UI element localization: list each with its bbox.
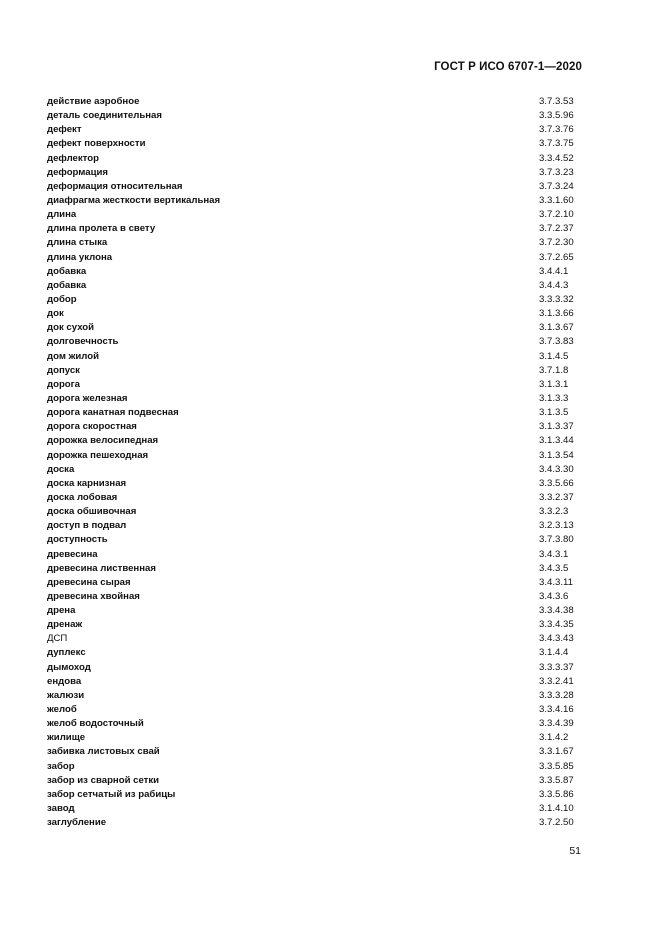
index-reference: 3.3.5.87 — [539, 774, 574, 786]
index-reference: 3.1.3.5 — [539, 407, 569, 419]
index-term: ендова — [47, 675, 82, 687]
index-entry — [47, 717, 583, 731]
index-entry — [47, 251, 583, 265]
index-term: долговечность — [47, 336, 119, 348]
index-term: деформация относительная — [47, 180, 183, 192]
index-reference: 3.1.4.2 — [539, 732, 569, 744]
index-entry — [47, 265, 583, 279]
index-reference: 3.7.1.8 — [539, 364, 569, 376]
index-entry — [47, 307, 583, 321]
index-entry — [47, 491, 583, 505]
index-entry — [47, 463, 583, 477]
index-term: жилище — [47, 732, 86, 744]
index-term: дренаж — [47, 619, 83, 631]
index-term: дымоход — [47, 661, 91, 673]
index-entry — [47, 208, 583, 222]
index-reference: 3.7.3.23 — [539, 166, 574, 178]
index-reference: 3.4.3.5 — [539, 562, 569, 574]
index-term: доступность — [47, 534, 108, 546]
index-term: доска обшивочная — [47, 506, 137, 518]
index-reference: 3.3.4.52 — [539, 152, 574, 164]
index-term: древесина лиственная — [47, 562, 156, 574]
index-reference: 3.7.2.30 — [539, 237, 574, 249]
index-entry — [47, 802, 583, 816]
index-term: дефлектор — [47, 152, 99, 164]
index-entry — [47, 293, 583, 307]
index-reference: 3.7.3.80 — [539, 534, 574, 546]
index-reference: 3.1.3.67 — [539, 322, 574, 334]
index-reference: 3.3.2.41 — [539, 675, 574, 687]
index-term: заглубление — [47, 817, 107, 829]
index-term: длина стыка — [47, 237, 108, 249]
index-entry — [47, 95, 583, 109]
index-term: допуск — [47, 364, 80, 376]
index-term: деформация — [47, 166, 108, 178]
index-term: дорога скоростная — [47, 421, 137, 433]
index-reference: 3.3.4.38 — [539, 605, 574, 617]
index-term: доска — [47, 463, 75, 475]
index-entry — [47, 548, 583, 562]
index-reference: 3.1.3.37 — [539, 421, 574, 433]
index-term: завод — [47, 803, 75, 815]
index-reference: 3.3.5.96 — [539, 110, 574, 122]
index-term: длина — [47, 209, 77, 221]
index-reference: 3.4.4.3 — [539, 279, 569, 291]
index-entry — [47, 604, 583, 618]
index-reference: 3.3.4.39 — [539, 718, 574, 730]
index-entry — [47, 675, 583, 689]
index-entry — [47, 434, 583, 448]
index-reference: 3.1.3.66 — [539, 308, 574, 320]
index-reference: 3.7.3.24 — [539, 180, 574, 192]
index-entry — [47, 109, 583, 123]
index-reference: 3.2.3.13 — [539, 520, 574, 532]
index-term: древесина сырая — [47, 576, 131, 588]
index-reference: 3.3.2.3 — [539, 506, 569, 518]
index-reference: 3.1.4.10 — [539, 803, 574, 815]
index-reference: 3.3.5.85 — [539, 760, 574, 772]
index-term: дефект поверхности — [47, 138, 146, 150]
index-term: длина уклона — [47, 251, 113, 263]
index-entry — [47, 576, 583, 590]
index-reference: 3.1.3.1 — [539, 378, 569, 390]
index-term: док — [47, 308, 64, 320]
index-term: древесина — [47, 548, 98, 560]
index-reference: 3.3.4.35 — [539, 619, 574, 631]
index-term: добор — [47, 293, 77, 305]
index-term: забор из сварной сетки — [47, 774, 160, 786]
index-reference: 3.3.3.32 — [539, 293, 574, 305]
index-entry — [47, 562, 583, 576]
index-entry — [47, 123, 583, 137]
index-reference: 3.7.3.53 — [539, 96, 574, 107]
index-term: добавка — [47, 265, 87, 277]
index-term: дуплекс — [47, 647, 86, 659]
index-term: доска лобовая — [47, 491, 118, 503]
index-entry — [47, 364, 583, 378]
index-term: забор — [47, 760, 75, 772]
index-entry — [47, 166, 583, 180]
index-entry — [47, 152, 583, 166]
index-reference: 3.1.3.44 — [539, 435, 574, 447]
index-reference: 3.3.3.37 — [539, 661, 574, 673]
document-code-header: ГОСТ Р ИСО 6707-1—2020 — [434, 61, 582, 73]
index-term: дефект — [47, 124, 82, 136]
index-entry — [47, 449, 583, 463]
index-entry — [47, 350, 583, 364]
index-term: деталь соединительная — [47, 110, 162, 122]
index-term: желоб водосточный — [47, 718, 144, 730]
index-term: дорожка пешеходная — [47, 449, 149, 461]
index-term: забивка листовых свай — [47, 746, 160, 758]
index-reference: 3.1.4.4 — [539, 647, 569, 659]
index-term: действие аэробное — [47, 96, 140, 107]
index-reference: 3.7.3.76 — [539, 124, 574, 136]
index-entry — [47, 646, 583, 660]
index-reference: 3.7.2.37 — [539, 223, 574, 235]
index-term: доступ в подвал — [47, 520, 127, 532]
index-entry — [47, 731, 583, 745]
index-reference: 3.1.3.54 — [539, 449, 574, 461]
index-reference: 3.4.3.43 — [539, 633, 574, 645]
index-reference: 3.7.3.75 — [539, 138, 574, 150]
index-entry — [47, 335, 583, 349]
index-reference: 3.4.3.6 — [539, 590, 569, 602]
index-term: дрена — [47, 605, 76, 617]
index-term: док сухой — [47, 322, 95, 334]
index-entry — [47, 477, 583, 491]
index-term: добавка — [47, 279, 87, 291]
index-reference: 3.3.2.37 — [539, 491, 574, 503]
term-index-list — [47, 95, 583, 830]
index-reference: 3.7.2.50 — [539, 817, 574, 829]
index-entry — [47, 788, 583, 802]
index-term: дорога канатная подвесная — [47, 407, 179, 419]
index-entry — [47, 392, 583, 406]
index-entry — [47, 689, 583, 703]
index-reference: 3.3.1.67 — [539, 746, 574, 758]
index-entry — [47, 661, 583, 675]
index-reference: 3.7.3.83 — [539, 336, 574, 348]
index-entry — [47, 406, 583, 420]
index-term: жалюзи — [47, 689, 85, 701]
index-reference: 3.3.3.28 — [539, 689, 574, 701]
index-reference: 3.4.4.1 — [539, 265, 569, 277]
index-entry — [47, 745, 583, 759]
index-entry — [47, 703, 583, 717]
index-reference: 3.3.5.66 — [539, 477, 574, 489]
index-term: ДСП — [47, 633, 68, 645]
index-reference: 3.1.3.3 — [539, 392, 569, 404]
index-reference: 3.4.3.11 — [539, 576, 573, 588]
index-entry — [47, 816, 583, 830]
index-reference: 3.3.4.16 — [539, 704, 574, 716]
index-term: дорога — [47, 378, 81, 390]
index-reference: 3.4.3.1 — [539, 548, 569, 560]
index-reference: 3.7.2.10 — [539, 209, 574, 221]
index-entry — [47, 236, 583, 250]
index-term: забор сетчатый из рабицы — [47, 788, 176, 800]
index-term: доска карнизная — [47, 477, 127, 489]
index-entry — [47, 632, 583, 646]
index-entry — [47, 590, 583, 604]
index-reference: 3.4.3.30 — [539, 463, 574, 475]
index-reference: 3.1.4.5 — [539, 350, 569, 362]
index-entry — [47, 774, 583, 788]
index-entry — [47, 519, 583, 533]
index-term: дорога железная — [47, 392, 128, 404]
index-entry — [47, 533, 583, 547]
index-term: древесина хвойная — [47, 590, 140, 602]
index-reference: 3.7.2.65 — [539, 251, 574, 263]
index-entry — [47, 760, 583, 774]
index-entry — [47, 279, 583, 293]
index-entry — [47, 618, 583, 632]
index-entry — [47, 420, 583, 434]
index-entry — [47, 505, 583, 519]
index-term: дорожка велосипедная — [47, 435, 159, 447]
index-entry — [47, 321, 583, 335]
index-term: диафрагма жесткости вертикальная — [47, 194, 221, 206]
index-reference: 3.3.5.86 — [539, 788, 574, 800]
index-entry — [47, 137, 583, 151]
index-term: дом жилой — [47, 350, 100, 362]
index-reference: 3.3.1.60 — [539, 194, 574, 206]
index-entry — [47, 378, 583, 392]
index-entry — [47, 222, 583, 236]
index-term: желоб — [47, 704, 77, 716]
index-term: длина пролета в свету — [47, 223, 156, 235]
index-entry — [47, 194, 583, 208]
index-entry — [47, 180, 583, 194]
page-number: 51 — [569, 845, 581, 857]
